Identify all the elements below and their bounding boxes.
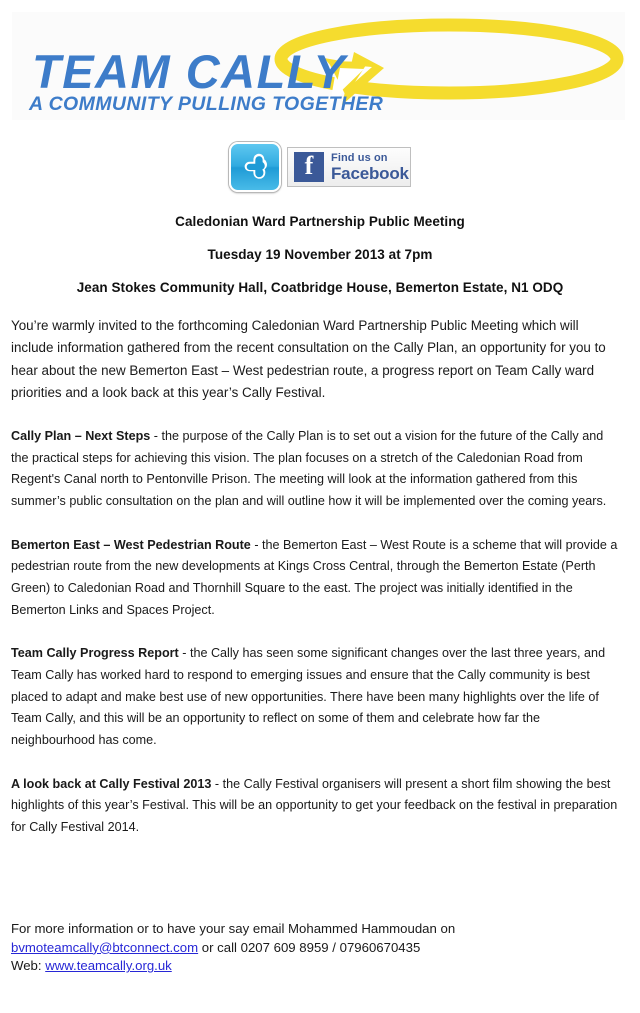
intro-paragraph: You’re warmly invited to the forthcoming Caledonian Ward Partnership Public Meeting which will include information gathered from the recent consultation on the Cally Plan, an opportunity for you to hear about the new Bemerton East – West pedestrian route, a progress report on Team Cally ward priorities and a look back at this year’s Cally Festival. — [11, 318, 606, 400]
section-body: - the Bemerton East – West Route is a scheme that will provide a pedestrian route from the new developments at Kings Cross Central, through the Bemerton Estate (Perth Green) to Caledonian Road and Thornhill Square to the east. The project was initially identified in the Bemerton Links and Spaces Project. — [11, 537, 618, 617]
section-cally-plan — [11, 426, 622, 513]
section-heading: Bemerton East – West Pedestrian Route — [11, 537, 251, 552]
logo-title: TEAM CALLY — [32, 45, 347, 98]
document-body — [11, 315, 622, 839]
twitter-link[interactable] — [229, 142, 281, 192]
section-progress-report — [11, 643, 622, 751]
contact-web-line — [11, 957, 622, 976]
email-link[interactable]: bvmoteamcally@btconnect.com — [11, 939, 199, 955]
section-heading: A look back at Cally Festival 2013 — [11, 776, 212, 791]
facebook-badge-text — [331, 153, 409, 182]
section-cally-festival — [11, 774, 622, 839]
twitter-bird-icon — [238, 152, 272, 182]
meeting-venue: Jean Stokes Community Hall, Coatbridge House, Bemerton Estate, N1 ODQ — [76, 280, 564, 295]
logo-banner — [12, 12, 625, 120]
facebook-wordmark: Facebook — [331, 163, 409, 183]
facebook-find-us-label: Find us on — [331, 151, 388, 164]
section-body: - the purpose of the Cally Plan is to set out a vision for the future of the Cally and the practical steps for achieving this vision. The plan focuses on a stretch of the Caledonian Road from Regent's Canal north to Pentonville Prison. The meeting will look at the information gathered from this summer’s public consultation on the plan and will outline how it will be implemented over the coming years. — [11, 429, 607, 508]
contact-intro-line: For more information or to have your say email Mohammed Hammoudan on — [11, 921, 456, 936]
team-cally-logo — [12, 12, 625, 120]
social-links-row — [0, 142, 640, 192]
section-heading: Team Cally Progress Report — [11, 646, 179, 661]
section-bemerton-route — [11, 535, 622, 622]
contact-email-line — [11, 939, 622, 958]
section-body: - the Cally Festival organisers will present a short film showing the best highlights of this year’s Festival. This will be an opportunity to get your feedback on the festival in preparation for Cally Festival 2014. — [11, 776, 618, 834]
phone-text: or call 0207 609 8959 / 07960670435 — [198, 939, 421, 955]
meeting-datetime: Tuesday 19 November 2013 at 7pm — [207, 247, 433, 262]
section-heading: Cally Plan – Next Steps — [11, 429, 151, 443]
meeting-headings — [0, 214, 640, 295]
contact-footer — [11, 920, 622, 976]
section-body: - the Cally has seen some significant changes over the last three years, and Team Cally has worked hard to respond to emerging issues and ensure that the Cally community is best placed to adapt and make best use of new opportunities. There have been many highlights over the life of Team Cally, and this will be an opportunity to reflect on some of them and celebrate how far the neighbourhood has come. — [11, 646, 606, 747]
meeting-title: Caledonian Ward Partnership Public Meeting — [175, 214, 465, 229]
facebook-link[interactable] — [287, 147, 411, 187]
logo-tagline: A COMMUNITY PULLING TOGETHER — [29, 93, 384, 115]
web-label: Web: — [11, 958, 46, 974]
facebook-f-icon — [294, 152, 324, 182]
website-link[interactable]: www.teamcally.org.uk — [45, 958, 172, 974]
